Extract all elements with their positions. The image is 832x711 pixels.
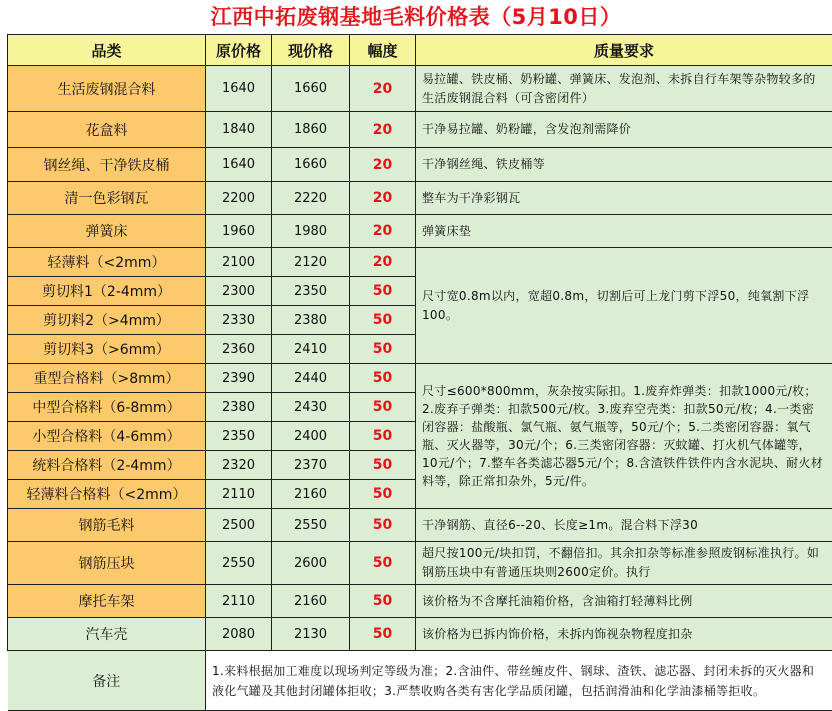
table-row	[8, 618, 832, 651]
table-row	[8, 66, 832, 112]
row-category: 剪切料3（>6mm）	[8, 335, 206, 364]
row-increase: 20	[350, 215, 416, 248]
row-increase: 50	[350, 422, 416, 451]
header-original-price: 原价格	[206, 35, 272, 66]
row-original-price: 2500	[206, 509, 272, 542]
row-category: 轻薄料（<2mm）	[8, 248, 206, 277]
row-original-price: 2330	[206, 306, 272, 335]
row-increase: 50	[350, 393, 416, 422]
row-current-price: 2220	[272, 182, 350, 215]
price-table	[7, 34, 832, 711]
row-category: 钢筋压块	[8, 542, 206, 585]
row-category: 花盒料	[8, 112, 206, 148]
row-increase: 20	[350, 182, 416, 215]
row-original-price: 1840	[206, 112, 272, 148]
row-quality: 干净钢丝绳、铁皮桶等	[416, 148, 832, 182]
row-original-price: 2320	[206, 451, 272, 480]
row-current-price: 2350	[272, 277, 350, 306]
row-current-price: 2130	[272, 618, 350, 651]
row-original-price: 1640	[206, 148, 272, 182]
table-row	[8, 509, 832, 542]
notes-text: 1.来料根据加工难度以现场判定等级为准；2.含油件、带丝缠皮件、钢球、渣铁、滤芯器、封闭未拆的灭火器和液化气罐及其他封闭罐体拒收；3.严禁收购各类有害化学品质闭罐，包括润滑油和化学油漆桶等拒收。	[206, 651, 832, 711]
table-row	[8, 248, 832, 277]
row-original-price: 2110	[206, 480, 272, 509]
row-current-price: 2120	[272, 248, 350, 277]
row-current-price: 1980	[272, 215, 350, 248]
row-increase: 50	[350, 451, 416, 480]
row-increase: 50	[350, 585, 416, 618]
table-row	[8, 182, 832, 215]
notes-row	[8, 651, 832, 711]
row-original-price: 2100	[206, 248, 272, 277]
row-original-price: 2550	[206, 542, 272, 585]
table-row	[8, 148, 832, 182]
row-current-price: 2400	[272, 422, 350, 451]
header-current-price: 现价格	[272, 35, 350, 66]
table-row	[8, 585, 832, 618]
row-current-price: 2600	[272, 542, 350, 585]
row-quality: 易拉罐、铁皮桶、奶粉罐、弹簧床、发泡剂、未拆自行车架等杂物较多的生活废钢混合料（可含密闭件）	[416, 66, 832, 112]
row-increase: 50	[350, 480, 416, 509]
header-increase: 幅度	[350, 35, 416, 66]
table-row	[8, 112, 832, 148]
row-original-price: 2360	[206, 335, 272, 364]
row-increase: 50	[350, 335, 416, 364]
row-increase: 50	[350, 306, 416, 335]
table-row	[8, 364, 832, 393]
row-category: 中型合格料（6-8mm）	[8, 393, 206, 422]
row-original-price: 2390	[206, 364, 272, 393]
table-row	[8, 542, 832, 585]
row-increase: 50	[350, 509, 416, 542]
row-increase: 20	[350, 66, 416, 112]
row-original-price: 2080	[206, 618, 272, 651]
row-category: 清一色彩钢瓦	[8, 182, 206, 215]
row-current-price: 2440	[272, 364, 350, 393]
row-increase: 20	[350, 148, 416, 182]
row-original-price: 1960	[206, 215, 272, 248]
row-category: 重型合格料（>8mm）	[8, 364, 206, 393]
row-quality: 该价格为不含摩托油箱价格，含油箱打轻薄料比例	[416, 585, 832, 618]
row-original-price: 2300	[206, 277, 272, 306]
row-category: 汽车壳	[8, 618, 206, 651]
row-current-price: 2160	[272, 585, 350, 618]
row-category: 小型合格料（4-6mm）	[8, 422, 206, 451]
row-original-price: 1640	[206, 66, 272, 112]
row-quality: 该价格为已拆内饰价格，未拆内饰视杂物程度扣杂	[416, 618, 832, 651]
header-quality: 质量要求	[416, 35, 832, 66]
row-category: 剪切料2（>4mm）	[8, 306, 206, 335]
row-current-price: 2430	[272, 393, 350, 422]
row-quality: 干净钢筋、直径6--20、长度≥1m。混合料下浮30	[416, 509, 832, 542]
row-category: 剪切料1（2-4mm）	[8, 277, 206, 306]
row-increase: 50	[350, 618, 416, 651]
row-category: 轻薄料合格料（<2mm）	[8, 480, 206, 509]
row-original-price: 2110	[206, 585, 272, 618]
row-quality: 超尺按100元/块扣罚，不翻倍扣。其余扣杂等标准参照废钢标准执行。如钢筋压块中有普通压块则2600定价。执行	[416, 542, 832, 585]
row-quality: 弹簧床垫	[416, 215, 832, 248]
row-category: 钢丝绳、干净铁皮桶	[8, 148, 206, 182]
row-current-price: 1860	[272, 112, 350, 148]
row-increase: 20	[350, 248, 416, 277]
row-increase: 50	[350, 277, 416, 306]
table-row	[8, 215, 832, 248]
page-title: 江西中拓废钢基地毛料价格表（5月10日）	[0, 0, 832, 34]
row-current-price: 2410	[272, 335, 350, 364]
row-current-price: 1660	[272, 148, 350, 182]
row-current-price: 2550	[272, 509, 350, 542]
row-quality: 整车为干净彩钢瓦	[416, 182, 832, 215]
row-category: 摩托车架	[8, 585, 206, 618]
row-category: 弹簧床	[8, 215, 206, 248]
row-current-price: 2380	[272, 306, 350, 335]
notes-label: 备注	[8, 651, 206, 711]
row-increase: 50	[350, 542, 416, 585]
row-quality-shear: 尺寸宽0.8m以内，宽超0.8m，切割后可上龙门剪下浮50，纯氧割下浮100。	[416, 248, 832, 364]
row-increase: 20	[350, 112, 416, 148]
row-quality: 干净易拉罐、奶粉罐，含发泡剂需降价	[416, 112, 832, 148]
row-category: 钢筋毛料	[8, 509, 206, 542]
row-current-price: 2370	[272, 451, 350, 480]
table-header-row	[8, 35, 832, 66]
row-quality-qualified: 尺寸≤600*800mm，灰杂按实际扣。1.废弃炸弹类：扣款1000元/枚；2.废弃子弹类：扣款500元/枚。3.废弃空壳类：扣款50元/枚；4.一类密闭容器：盐酸瓶、氯气瓶、氨气瓶等，50元/个；5.二类密闭容器：氧气瓶、灭火器等，30元/个；6.三类密闭容器：灭蚊罐、打火机气体罐等，10元/个；7.整车各类滤芯器5元/个；8.含渣铁件铁件内含水泥块、耐火材料等，除正常扣杂外，5元/件。	[416, 364, 832, 509]
header-category: 品类	[8, 35, 206, 66]
row-original-price: 2200	[206, 182, 272, 215]
row-category: 统料合格料（2-4mm）	[8, 451, 206, 480]
row-current-price: 2160	[272, 480, 350, 509]
row-original-price: 2350	[206, 422, 272, 451]
row-original-price: 2380	[206, 393, 272, 422]
row-category: 生活废钢混合料	[8, 66, 206, 112]
row-increase: 50	[350, 364, 416, 393]
row-current-price: 1660	[272, 66, 350, 112]
